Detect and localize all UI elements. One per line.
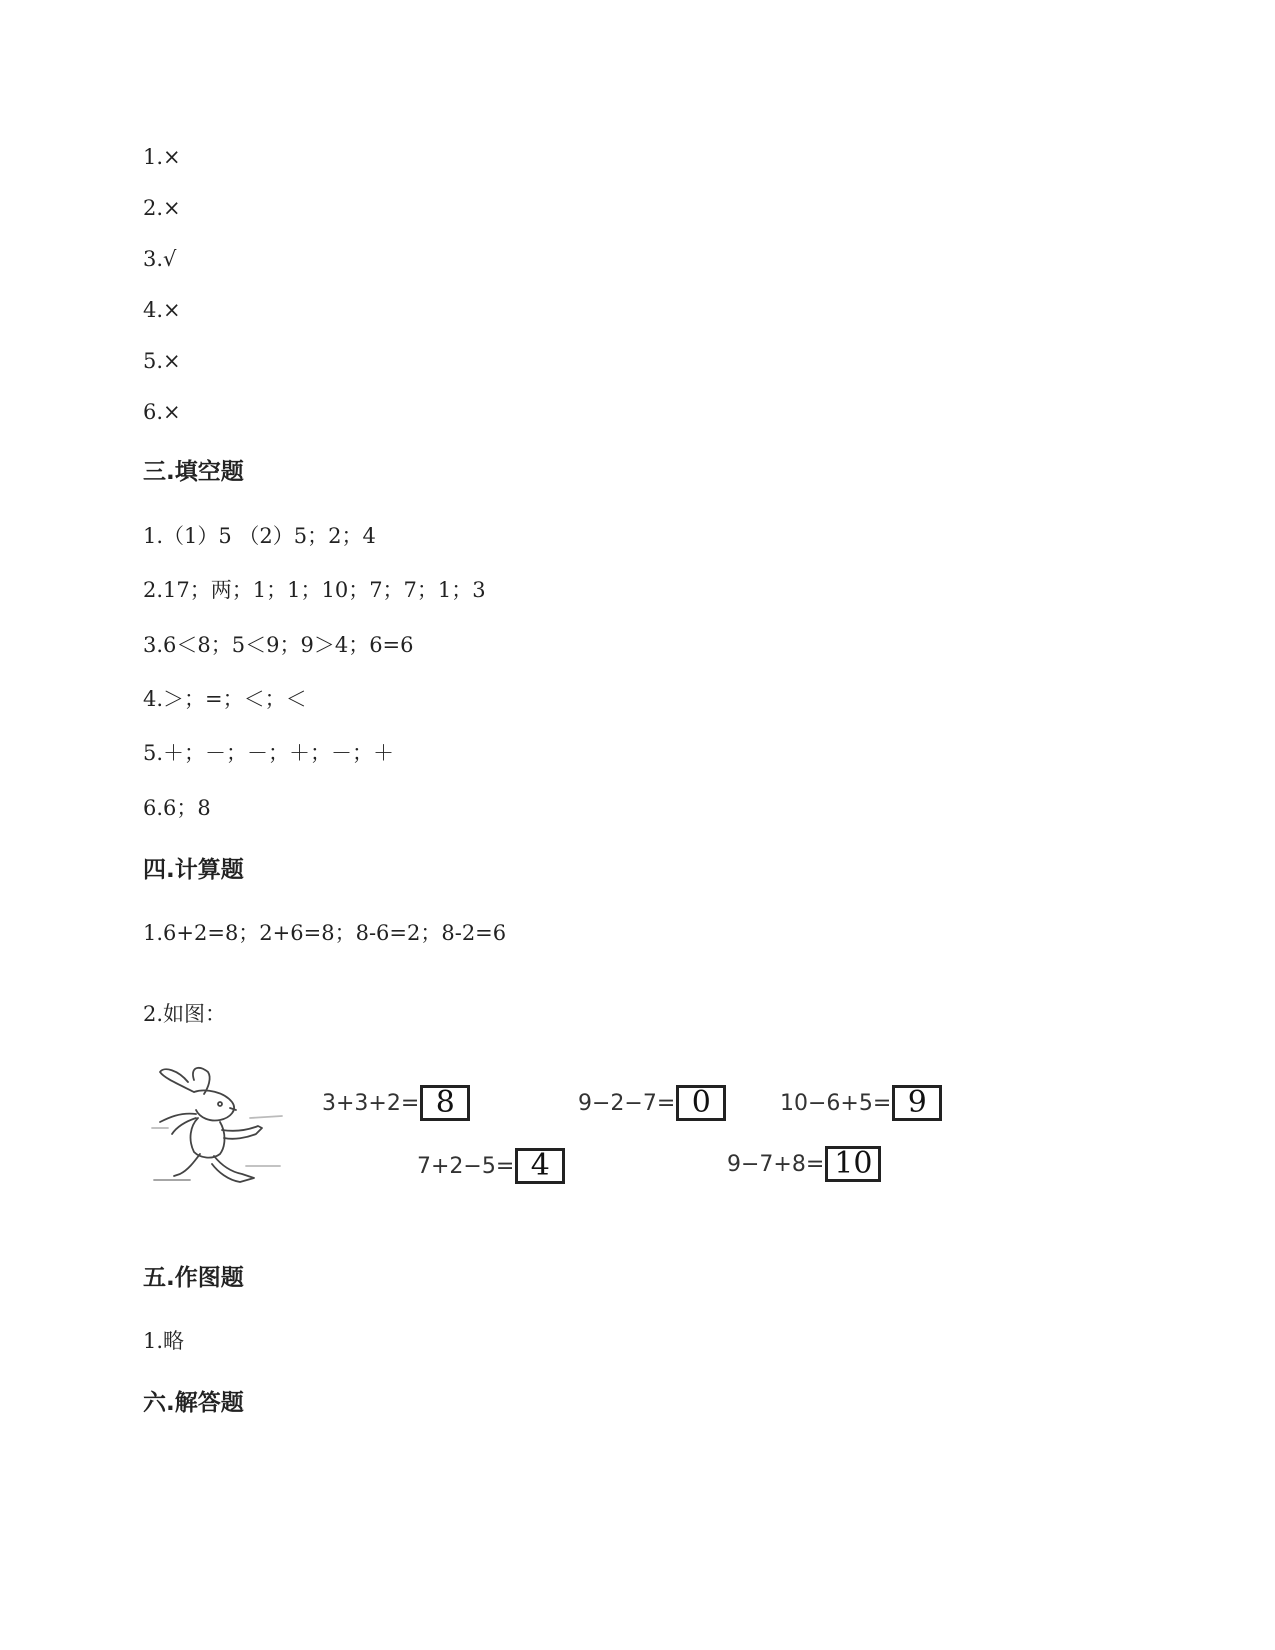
equation-expression: 3+3+2=	[322, 1090, 420, 1116]
answer-line: 1.×	[143, 145, 181, 169]
equation-answer-box: 8	[420, 1085, 470, 1121]
equation-3	[780, 1085, 942, 1121]
answer-line: 1.（1）5 （2）5；2；4	[143, 524, 376, 548]
equation-expression: 7+2−5=	[417, 1153, 515, 1179]
equation-answer-box: 9	[892, 1085, 942, 1121]
equation-answer-box: 0	[676, 1085, 726, 1121]
section-heading-drawing: 五.作图题	[143, 1265, 244, 1291]
answer-line: 6.×	[143, 400, 181, 424]
equation-expression: 9−2−7=	[578, 1090, 676, 1116]
answer-line: 1.6+2=8；2+6=8；8-6=2；8-2=6	[143, 921, 507, 945]
section-heading-solution: 六.解答题	[143, 1390, 244, 1416]
answer-line: 2.17；两；1；1；10；7；7；1；3	[143, 578, 486, 602]
answer-line: 5.×	[143, 349, 181, 373]
answer-line: 1.略	[143, 1329, 185, 1353]
equation-answer-box: 10	[825, 1146, 881, 1182]
equation-1	[322, 1085, 470, 1121]
answer-line: 4.×	[143, 298, 181, 322]
equation-4	[417, 1148, 565, 1184]
answer-line: 3.6＜8；5＜9；9＞4；6=6	[143, 633, 414, 657]
section-heading-calculation: 四.计算题	[143, 857, 244, 883]
answer-line: 6.6；8	[143, 796, 211, 820]
equation-expression: 10−6+5=	[780, 1090, 892, 1116]
equation-expression: 9−7+8=	[727, 1151, 825, 1177]
running-rabbit-illustration	[150, 1062, 285, 1187]
answer-line: 3.√	[143, 247, 177, 271]
section-heading-fill-blank: 三.填空题	[143, 459, 244, 485]
equation-5	[727, 1146, 881, 1182]
equation-2	[578, 1085, 726, 1121]
answer-line: 4.＞；=；＜；＜	[143, 687, 307, 711]
answer-line: 5.＋；－；－；＋；－；＋	[143, 741, 395, 765]
answer-line: 2.如图：	[143, 1002, 227, 1026]
answer-line: 2.×	[143, 196, 181, 220]
equation-answer-box: 4	[515, 1148, 565, 1184]
